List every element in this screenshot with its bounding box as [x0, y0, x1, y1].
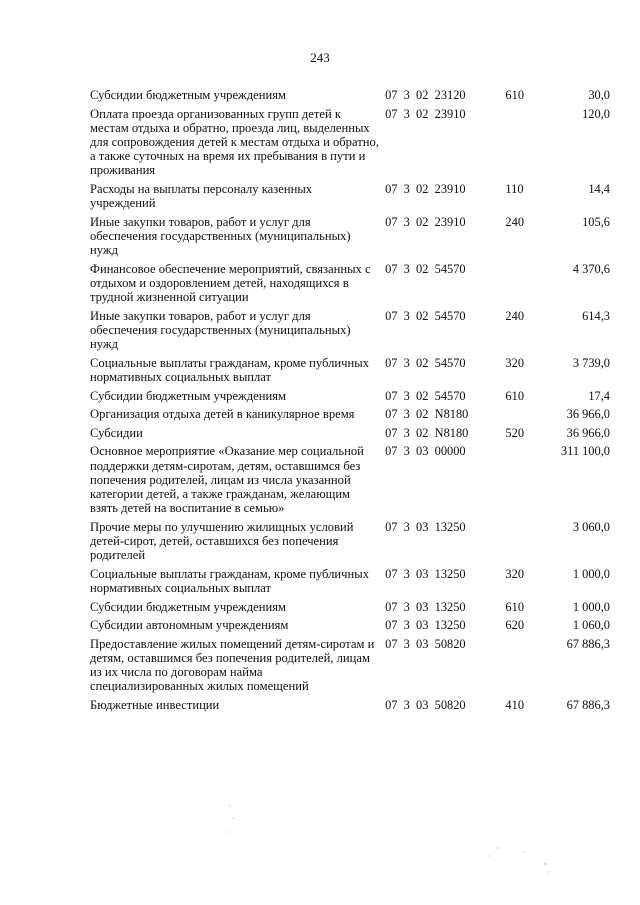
- expense-type-code: 610: [505, 88, 525, 102]
- expense-type-code: 320: [505, 566, 525, 581]
- table-row: [90, 182, 610, 210]
- expense-type-code: 610: [505, 599, 525, 614]
- expense-name: Прочие меры по улучшению жилищных условий детей-сирот, детей, оставшихся без попечения родителей: [90, 519, 354, 563]
- expense-name: Иные закупки товаров, работ и услуг для обеспечения государственных (муниципальных) нужд: [90, 308, 351, 352]
- page-number: 243: [310, 50, 330, 65]
- expense-type-code: 410: [505, 697, 525, 712]
- budget-code: 07 3 03 50820: [385, 697, 466, 712]
- amount: 36 966,0: [566, 407, 610, 422]
- amount: 4 370,6: [572, 261, 610, 276]
- budget-code: 07 3 02 23910: [385, 214, 466, 229]
- budget-code: 07 3 02 N8180: [385, 407, 469, 422]
- expense-name: Основное мероприятие «Оказание мер социальной поддержки детям-сиротам, детям, оставшимся без попечения родителей, лицам из числа указанной категории детей, а также гражданам, желающим взять детей на воспитание в семью»: [90, 444, 364, 516]
- expense-name: Субсидии бюджетным учреждениям: [90, 388, 286, 403]
- expense-name: Субсидии: [90, 425, 143, 440]
- budget-code: 07 3 03 00000: [385, 444, 466, 459]
- amount: 105,6: [582, 214, 610, 229]
- expense-type-code: 520: [505, 425, 525, 440]
- expense-name: Предоставление жилых помещений детям-сиротам и детям, оставшимся без попечения родителей, лицам из их числа по договорам найма специализированных жилых помещений: [90, 636, 375, 694]
- expense-name: Социальные выплаты гражданам, кроме публичных нормативных социальных выплат: [90, 355, 369, 384]
- budget-code: 07 3 02 23120: [385, 88, 466, 102]
- table-row: [90, 356, 610, 384]
- amount: 1 000,0: [572, 599, 610, 614]
- amount: 30,0: [588, 88, 610, 102]
- expense-type-code: 110: [505, 182, 524, 196]
- budget-code: 07 3 03 50820: [385, 636, 466, 651]
- expense-name: Бюджетные инвестиции: [90, 697, 220, 712]
- table-row: [90, 600, 610, 614]
- budget-code: 07 3 03 13250: [385, 519, 466, 534]
- table-row: [90, 262, 610, 305]
- expense-name: Субсидии автономным учреждениям: [90, 618, 289, 633]
- table-row: [90, 444, 610, 515]
- expense-name: Финансовое обеспечение мероприятий, связанных с отдыхом и оздоровлением детей, находящихся в трудной жизненной ситуации: [90, 261, 371, 305]
- table-row: [90, 407, 610, 421]
- table-row: [90, 107, 610, 178]
- expense-type-code: 620: [505, 618, 525, 633]
- amount: 14,4: [588, 182, 610, 196]
- expense-type-code: 240: [505, 214, 525, 229]
- table-row: [90, 637, 610, 694]
- budget-code: 07 3 02 54570: [385, 388, 466, 403]
- budget-code: 07 3 02 54570: [385, 308, 466, 323]
- amount: 120,0: [582, 106, 610, 121]
- table-row: [90, 520, 610, 563]
- amount: 1 060,0: [572, 618, 610, 633]
- expense-name: Организация отдыха детей в каникулярное время: [90, 407, 355, 422]
- table-row: [90, 215, 610, 258]
- amount: 614,3: [582, 308, 610, 323]
- expense-type-code: 240: [505, 308, 525, 323]
- table-row: [90, 389, 610, 403]
- budget-code: 07 3 02 23910: [385, 106, 466, 121]
- budget-code: 07 3 02 54570: [385, 355, 466, 370]
- amount: 17,4: [588, 388, 610, 403]
- budget-code: 07 3 03 13250: [385, 599, 466, 614]
- table-row: [90, 567, 610, 595]
- budget-code: 07 3 02 54570: [385, 261, 466, 276]
- expense-name: Иные закупки товаров, работ и услуг для обеспечения государственных (муниципальных) нужд: [90, 214, 351, 258]
- table-row: [90, 618, 610, 632]
- amount: 67 886,3: [566, 697, 610, 712]
- expense-type-code: 610: [505, 388, 525, 403]
- amount: 36 966,0: [566, 425, 610, 440]
- budget-code: 07 3 03 13250: [385, 618, 466, 633]
- budget-code: 07 3 02 23910: [385, 182, 466, 196]
- table-row: [90, 88, 610, 102]
- table-row: [90, 698, 610, 712]
- budget-code: 07 3 02 N8180: [385, 425, 469, 440]
- table-row: [90, 309, 610, 352]
- budget-code: 07 3 03 13250: [385, 566, 466, 581]
- amount: 3 060,0: [572, 519, 610, 534]
- amount: 1 000,0: [572, 566, 610, 581]
- expense-name: Оплата проезда организованных групп детей к местам отдыха и обратно, проезда лиц, выделенных для сопровождения детей к местам отдыха и обратно, а также суточных на время их пребывания в пути и проживания: [90, 106, 379, 178]
- expense-name: Расходы на выплаты персоналу казенных учреждений: [90, 182, 313, 211]
- amount: 3 739,0: [572, 355, 610, 370]
- amount: 311 100,0: [560, 444, 610, 459]
- expense-type-code: 320: [505, 355, 525, 370]
- table-row: [90, 426, 610, 440]
- expense-name: Субсидии бюджетным учреждениям: [90, 599, 286, 614]
- amount: 67 886,3: [566, 636, 610, 651]
- expense-name: Субсидии бюджетным учреждениям: [90, 88, 286, 102]
- expense-name: Социальные выплаты гражданам, кроме публичных нормативных социальных выплат: [90, 566, 369, 595]
- budget-table: [90, 88, 610, 717]
